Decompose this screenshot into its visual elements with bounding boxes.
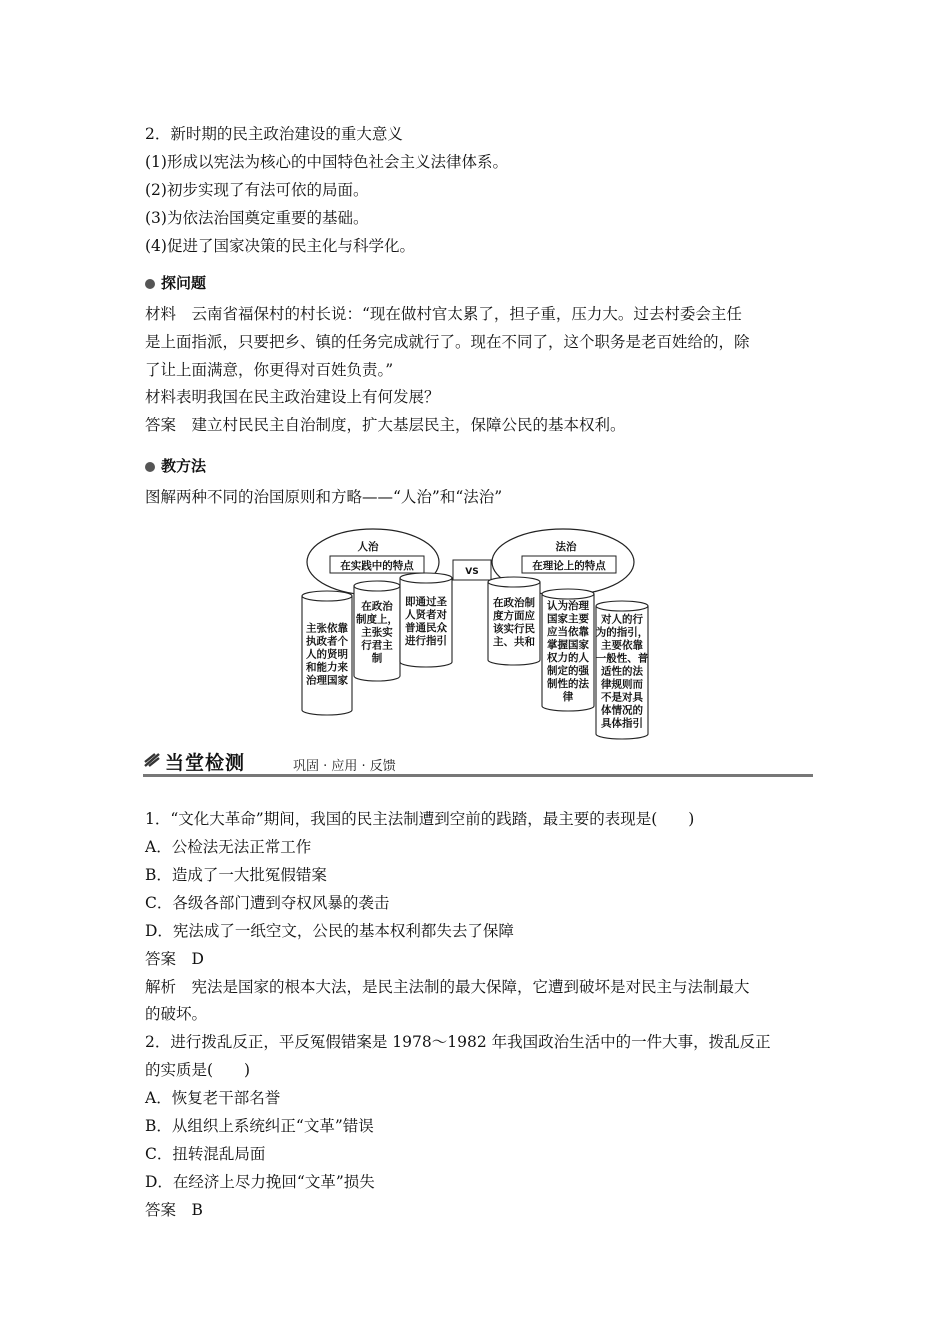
- governance-diagram: [300, 520, 650, 742]
- list-item: (3)为依法治国奠定重要的基础。: [145, 209, 369, 227]
- explore-heading: [145, 272, 206, 293]
- cylinder-text: 主张依靠: [306, 622, 348, 635]
- question-option: B．从组织上系统纠正“文革”错误: [145, 1117, 374, 1135]
- question-option: D．在经济上尽力挽回“文革”损失: [145, 1173, 375, 1191]
- cylinder-text: 行君主: [361, 639, 393, 652]
- cylinder-text: 一般性、普: [595, 652, 649, 665]
- explore-heading-label: 探问题: [161, 274, 207, 292]
- cylinder-text: 对人的行: [601, 613, 643, 626]
- cylinder-text: 制度上，: [356, 613, 398, 626]
- right-title: 法治: [555, 541, 577, 553]
- cylinder-text: 律: [562, 691, 574, 703]
- method-heading: [145, 455, 206, 476]
- right-cylinder-2: [542, 589, 594, 711]
- cylinder-text: 治理国家: [306, 674, 348, 687]
- cylinder-text: 具体指引: [601, 717, 643, 730]
- diagram-caption: 图解两种不同的治国原则和方略——“人治”和“法治”: [145, 488, 503, 506]
- right-box-label: 在理论上的特点: [532, 560, 606, 572]
- question-stem: 1．“文化大革命”期间，我国的民主法制遭到空前的践踏，最主要的表现是( ): [145, 810, 695, 828]
- cylinder-top: [354, 581, 400, 591]
- cylinder-text: 制: [371, 652, 383, 665]
- question-option: D．宪法成了一纸空文，公民的基本权利都失去了保障: [145, 922, 514, 940]
- cylinder-text: 认为治理: [547, 600, 589, 612]
- cylinder-text: 在政治制: [493, 597, 535, 609]
- cylinder-text: 律规则而: [601, 678, 643, 691]
- cylinder-text: 人贤者对: [405, 609, 447, 621]
- cylinder-text: 即通过圣: [405, 596, 447, 608]
- question-answer: 答案 D: [145, 950, 204, 968]
- cylinder-top: [302, 591, 352, 601]
- bullet-icon: [145, 279, 155, 289]
- cylinder-top: [400, 573, 452, 583]
- cylinder-text: 在政治: [361, 600, 393, 613]
- cylinder-text: 权力的人: [547, 652, 589, 664]
- cylinder-text: 进行指引: [405, 635, 447, 647]
- cylinder-text: 掌握国家: [547, 639, 589, 651]
- question-stem: 2．进行拨乱反正，平反冤假错案是 1978～1982 年我国政治生活中的一件大事，拨乱反正: [145, 1033, 771, 1051]
- cylinder-top: [488, 577, 540, 587]
- vs-label: VS: [465, 567, 479, 577]
- cylinder-text: 制定的强: [547, 665, 589, 677]
- question-option: C．扭转混乱局面: [145, 1145, 266, 1163]
- banner-divider: [143, 774, 813, 777]
- right-cylinder-1: [488, 577, 540, 665]
- cylinder-text: 主张实: [361, 626, 393, 639]
- left-title: 人治: [357, 541, 379, 553]
- governance-diagram-svg: [300, 520, 650, 742]
- material-line: 了让上面满意，你更得对百姓负责。”: [145, 361, 394, 379]
- explore-answer: 答案 建立村民民主自治制度，扩大基层民主，保障公民的基本权利。: [145, 416, 626, 434]
- cylinder-text: 该实行民: [493, 623, 535, 635]
- question-answer: 答案 B: [145, 1201, 203, 1219]
- section-banner: [143, 746, 813, 776]
- left-box-label: 在实践中的特点: [340, 560, 414, 572]
- cylinder-text: 制性的法: [547, 678, 589, 690]
- cylinder-text: 应当依靠: [547, 626, 589, 638]
- question-stem: 的实质是( ): [145, 1061, 251, 1079]
- section-title: 2．新时期的民主政治建设的重大意义: [145, 125, 403, 143]
- cylinder-text: 适性的法: [601, 665, 643, 678]
- cylinder-layer: [302, 573, 649, 739]
- cylinder-text: 国家主要: [547, 613, 589, 625]
- cylinder-text: 和能力来: [306, 661, 348, 674]
- cylinder-text: 主、共和: [493, 636, 535, 648]
- bullet-icon: [145, 462, 155, 472]
- list-item: (1)形成以宪法为核心的中国特色社会主义法律体系。: [145, 153, 508, 171]
- question-analysis: 的破坏。: [145, 1005, 208, 1023]
- list-item: (2)初步实现了有法可依的局面。: [145, 181, 369, 199]
- material-line: 是上面指派，只要把乡、镇的任务完成就行了。现在不同了，这个职务是老百姓给的，除: [145, 333, 750, 351]
- question-option: A．恢复老干部名誉: [145, 1089, 281, 1107]
- left-cylinder-1: [302, 591, 352, 715]
- question-option: A．公检法无法正常工作: [145, 838, 312, 856]
- cylinder-text: 普通民众: [405, 622, 447, 634]
- cylinder-text: 执政者个: [306, 635, 348, 648]
- material-line: 材料 云南省福保村的村长说：“现在做村官太累了，担子重，压力大。过去村委会主任: [145, 305, 742, 323]
- cylinder-text: 不是对具: [601, 691, 643, 704]
- cylinder-top: [596, 601, 648, 611]
- cylinder-text: 为的指引，: [595, 626, 649, 639]
- cylinder-text: 人的贤明: [306, 648, 348, 661]
- question-option: C．各级各部门遭到夺权风暴的袭击: [145, 894, 390, 912]
- explore-question: 材料表明我国在民主政治建设上有何发展？: [145, 388, 440, 406]
- stripe-icon: [143, 752, 161, 770]
- cylinder-text: 主要依靠: [601, 639, 643, 652]
- right-cylinder-3: [596, 601, 649, 739]
- cylinder-text: 度方面应: [493, 610, 535, 622]
- left-cylinder-2: [354, 581, 400, 681]
- banner-subtitle: 巩固 · 应用 · 反馈: [293, 759, 396, 774]
- banner-title: 当堂检测: [165, 752, 246, 774]
- question-option: B．造成了一大批冤假错案: [145, 866, 327, 884]
- cylinder-text: 体情况的: [601, 704, 643, 717]
- list-item: (4)促进了国家决策的民主化与科学化。: [145, 237, 415, 255]
- left-cylinder-3: [400, 573, 452, 667]
- method-heading-label: 教方法: [161, 457, 207, 475]
- question-analysis: 解析 宪法是国家的根本大法，是民主法制的最大保障，它遭到破坏是对民主与法制最大: [145, 978, 750, 996]
- cylinder-top: [542, 589, 594, 599]
